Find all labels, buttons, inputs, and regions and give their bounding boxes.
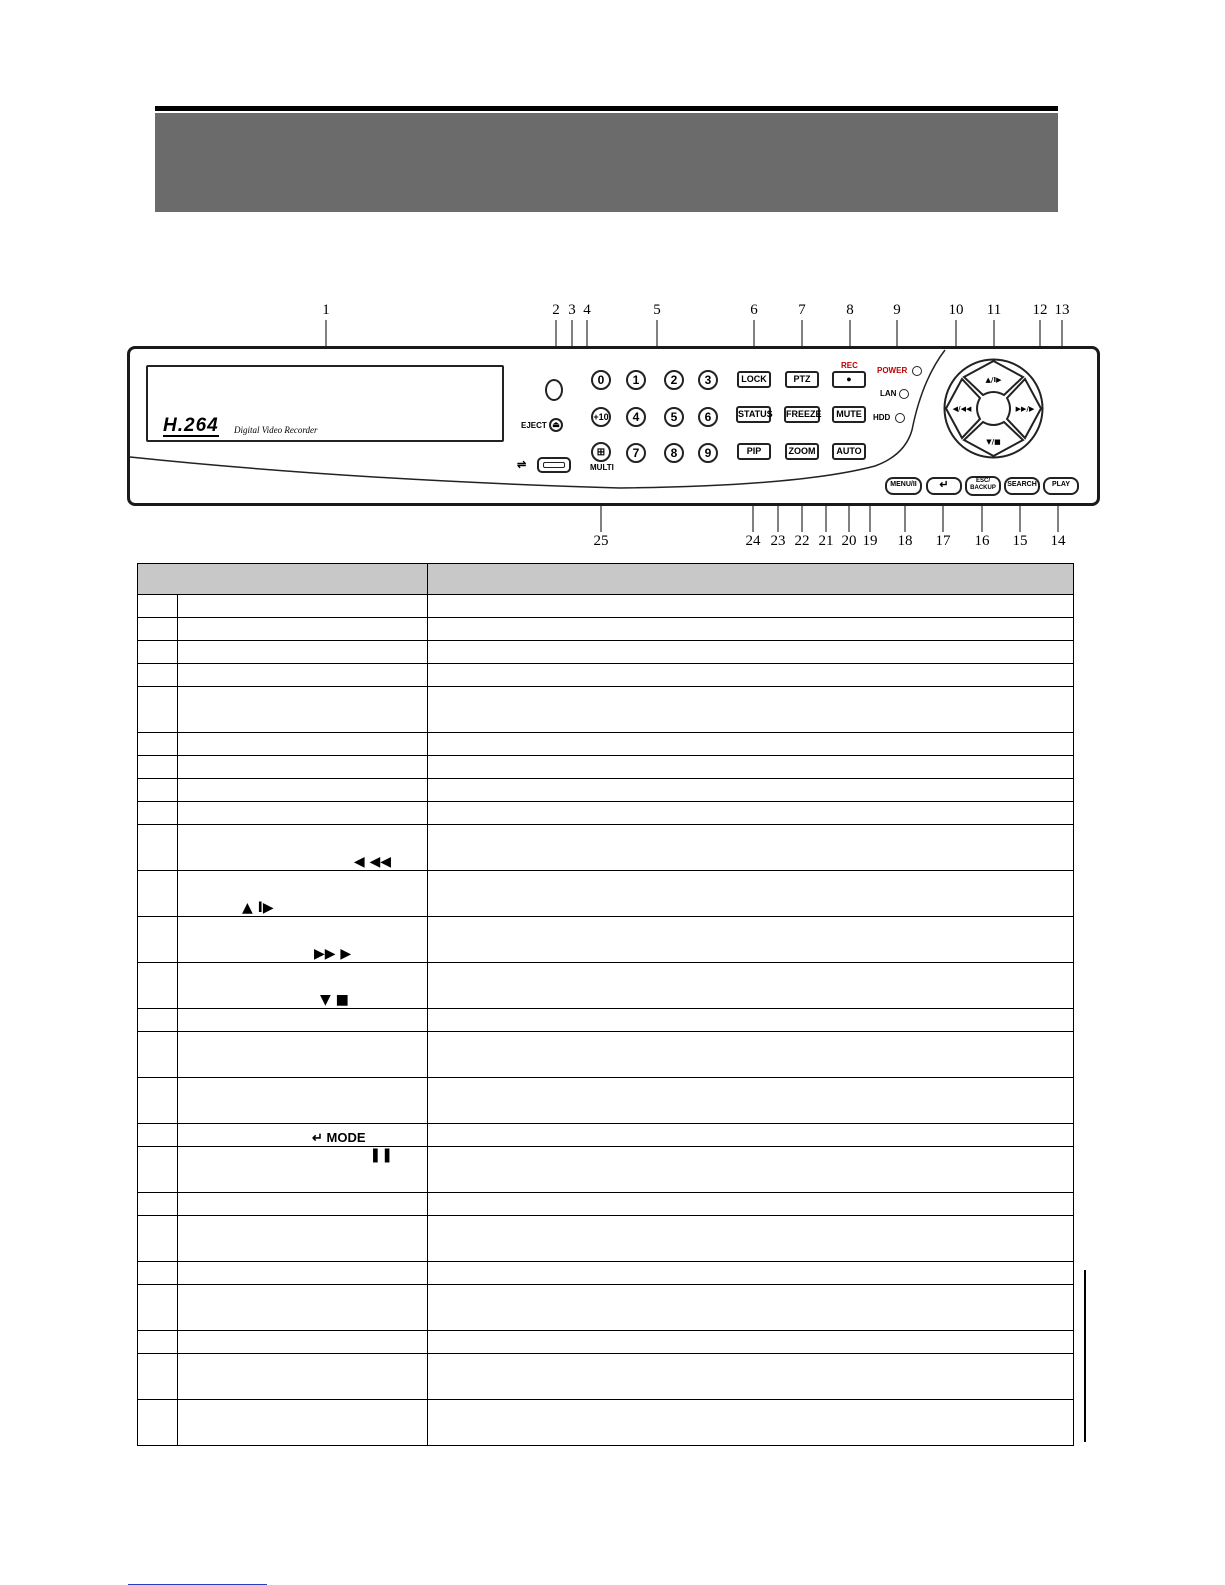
callout-1: 1: [322, 302, 330, 318]
callout-2: 2: [552, 302, 560, 318]
table-header-cell-item: [138, 564, 428, 595]
callout-24: 24: [745, 533, 761, 549]
callout-17: 17: [935, 533, 951, 549]
table-row: [138, 756, 1074, 779]
dpad-up-label: ▲/I▶: [985, 376, 1002, 384]
panel-curves: [0, 0, 1225, 560]
menu-button[interactable]: MENU/II: [885, 477, 922, 495]
power-led: [912, 366, 922, 376]
callout-15: 15: [1012, 533, 1028, 549]
callout-21: 21: [818, 533, 834, 549]
num-5-button[interactable]: 5: [664, 407, 684, 427]
button-description-table: [137, 563, 1074, 1446]
pause-symbol: ❚❚: [369, 1147, 393, 1163]
num-9-button[interactable]: 9: [698, 443, 718, 463]
rec-label: REC: [841, 361, 858, 370]
lan-label: LAN: [880, 389, 897, 398]
table-row: [138, 641, 1074, 664]
quad-view-icon: ⊞: [596, 447, 606, 458]
num-2-button[interactable]: 2: [664, 370, 684, 390]
callout-14: 14: [1050, 533, 1066, 549]
num-4-button[interactable]: 4: [626, 407, 646, 427]
table-row: [138, 1124, 1074, 1147]
table-row: [138, 1331, 1074, 1354]
freeze-button[interactable]: FREEZE: [784, 406, 820, 423]
callout-22: 22: [794, 533, 810, 549]
rec-button[interactable]: ●: [832, 371, 866, 388]
table-row: [138, 825, 1074, 871]
callout-10: 10: [948, 302, 964, 318]
num-6-button[interactable]: 6: [698, 407, 718, 427]
callout-11: 11: [986, 302, 1002, 318]
eject-label: EJECT: [521, 421, 547, 430]
multi-button[interactable]: [591, 442, 611, 462]
ptz-button[interactable]: PTZ: [785, 371, 819, 388]
eject-icon: ⏏: [552, 420, 560, 429]
num-1-button[interactable]: 1: [626, 370, 646, 390]
callout-23: 23: [770, 533, 786, 549]
margin-rule: [1084, 1270, 1086, 1442]
multi-label: MULTI: [590, 463, 614, 472]
table-row: [138, 1078, 1074, 1124]
lock-button[interactable]: LOCK: [737, 371, 771, 388]
table-row: [138, 917, 1074, 963]
table-row: [138, 1009, 1074, 1032]
callout-20: 20: [841, 533, 857, 549]
num-7-button[interactable]: 7: [626, 443, 646, 463]
callout-3: 3: [568, 302, 576, 318]
callout-4: 4: [583, 302, 591, 318]
status-button[interactable]: STATUS: [736, 406, 771, 423]
callout-6: 6: [750, 302, 758, 318]
callout-13: 13: [1054, 302, 1070, 318]
eject-button[interactable]: [549, 418, 563, 432]
callout-25: 25: [593, 533, 609, 549]
ir-receiver-window: [545, 379, 563, 401]
num-0-button[interactable]: 0: [591, 370, 611, 390]
down-stop-symbol: ▼ ■: [320, 992, 349, 1008]
table-row: [138, 733, 1074, 756]
table-header-cell-description: [428, 564, 1074, 595]
enter-button[interactable]: ↵: [926, 477, 962, 495]
enter-mode-symbol: ↵ MODE: [312, 1130, 366, 1145]
hdd-led: [895, 413, 905, 423]
play-button[interactable]: PLAY: [1043, 477, 1079, 495]
callout-7: 7: [798, 302, 806, 318]
table-row: [138, 1400, 1074, 1446]
rewind-symbol: ◀ ◀◀: [353, 854, 391, 870]
table-row: [138, 1147, 1074, 1193]
callout-19: 19: [862, 533, 878, 549]
table-row: [138, 1193, 1074, 1216]
hdd-label: HDD: [873, 413, 891, 422]
num-8-button[interactable]: 8: [664, 443, 684, 463]
table-header-row: [138, 564, 1074, 595]
table-row: [138, 802, 1074, 825]
auto-button[interactable]: AUTO: [832, 443, 866, 460]
mute-button[interactable]: MUTE: [832, 406, 866, 423]
lan-led: [899, 389, 909, 399]
callout-9: 9: [893, 302, 901, 318]
table-row: [138, 1216, 1074, 1262]
table-row: [138, 687, 1074, 733]
pip-button[interactable]: PIP: [737, 443, 771, 460]
logo-subtitle: Digital Video Recorder: [234, 425, 318, 435]
callout-16: 16: [974, 533, 990, 549]
table-row: [138, 1354, 1074, 1400]
table-row: [138, 779, 1074, 802]
callout-5: 5: [653, 302, 661, 318]
callout-18: 18: [897, 533, 913, 549]
power-label: POWER: [877, 366, 908, 375]
dpad-right-label: ▶▶/▶: [1015, 405, 1035, 413]
table-row: [138, 618, 1074, 641]
table-row: [138, 595, 1074, 618]
h264-logo: H.264: [163, 415, 219, 436]
up-slow-symbol: ▲ I▶: [242, 900, 274, 916]
usb-port-slot: [543, 462, 565, 468]
table-row: [138, 871, 1074, 917]
num-3-button[interactable]: 3: [698, 370, 718, 390]
fast-forward-symbol: ▶▶ ▶: [314, 946, 352, 962]
callout-8: 8: [846, 302, 854, 318]
table-row: [138, 1285, 1074, 1331]
esc-backup-button[interactable]: ESC/ BACKUP: [965, 476, 1001, 496]
zoom-button[interactable]: ZOOM: [785, 443, 819, 460]
table-row: [138, 1262, 1074, 1285]
table-row: [138, 1032, 1074, 1078]
dpad-down-label: ▼/■: [986, 438, 1001, 446]
table-row: [138, 963, 1074, 1009]
dpad-left-label: ◀/◀◀: [952, 405, 972, 413]
usb-port[interactable]: [537, 457, 571, 473]
search-button[interactable]: SEARCH: [1004, 477, 1040, 495]
callout-12: 12: [1032, 302, 1048, 318]
usb-icon: ⇌: [517, 459, 527, 471]
direction-pad: [942, 357, 1045, 460]
plus10-button[interactable]: +10: [591, 407, 611, 427]
table-row: [138, 664, 1074, 687]
